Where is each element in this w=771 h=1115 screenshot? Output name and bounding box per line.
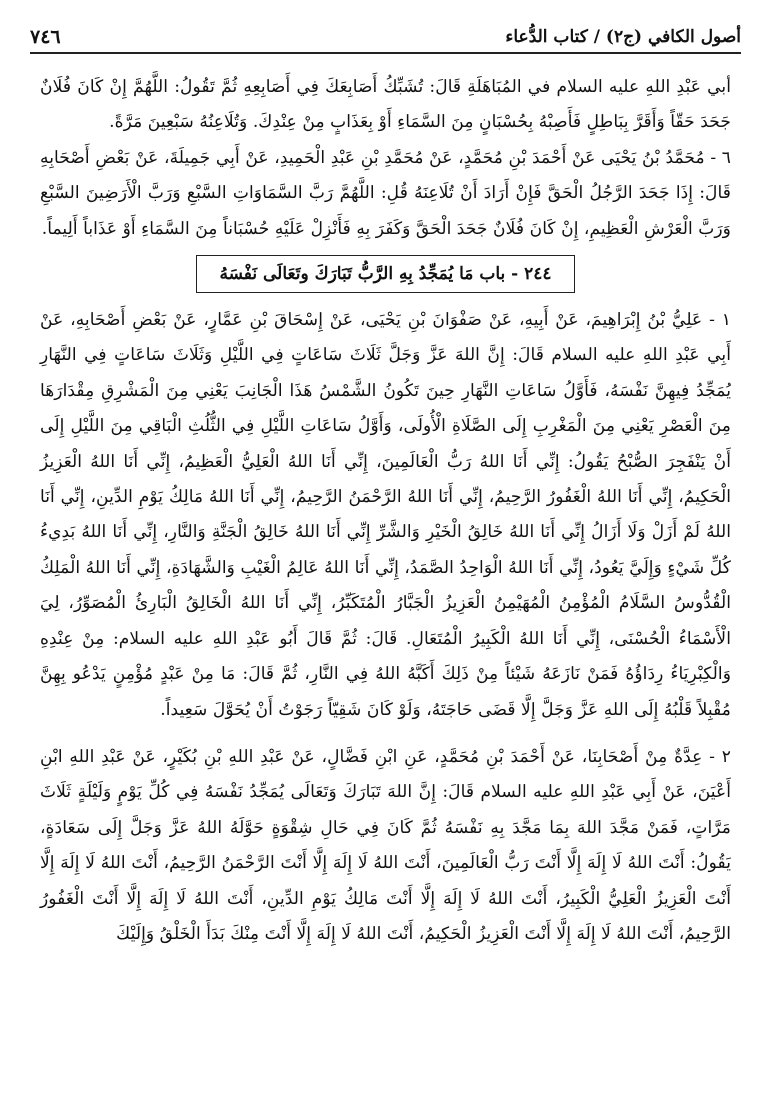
page-body <box>40 70 731 952</box>
chapter-heading-wrap <box>40 255 731 293</box>
hadith-paragraph: أبي عَبْدِ اللهِ عليه السلام في المُبَاهَلَةِ قَالَ: تُشَبِّكُ أَصَابِعَكَ فِي أَصَابِعِهِ ثُمَّ تَقُولُ: اللَّهُمَّ إِنْ كَانَ فُلَانٌ جَحَدَ حَقّاً وَأَقَرَّ بِبَاطِلٍ فَأَصِبْهُ بِحُسْبَانٍ مِنَ السَّمَاءِ أَوْ بِعَذَابٍ مِنْ عِنْدِكَ. وَتُلَاعِنُهُ سَبْعِينَ مَرَّةً. <box>40 77 731 133</box>
header-divider <box>30 52 741 54</box>
hadith-paragraph: ٢ - عِدَّةٌ مِنْ أَصْحَابِنَا، عَنْ أَحْمَدَ بْنِ مُحَمَّدٍ، عَنِ ابْنِ فَضَّالٍ، عَنْ عَبْدِ اللهِ بْنِ بُكَيْرٍ، عَنْ عَبْدِ اللهِ ابْنِ أَعْيَنَ، عَنْ أَبِي عَبْدِ اللهِ عليه السلام قَالَ: إِنَّ اللهَ تَبَارَكَ وَتَعَالَى يُمَجِّدُ نَفْسَهُ فِي كُلِّ يَوْمٍ وَلَيْلَةٍ ثَلَاثَ مَرَّاتٍ، فَمَنْ مَجَّدَ اللهَ بِمَا مَجَّدَ بِهِ نَفْسَهُ ثُمَّ كَانَ فِي حَالِ شِقْوَةٍ حَوَّلَهُ اللهُ عَزَّ وَجَلَّ إِلَى سَعَادَةٍ، يَقُولُ: أَنْتَ اللهُ لَا إِلَهَ إِلَّا أَنْتَ رَبُّ الْعَالَمِينَ، أَنْتَ اللهُ لَا إِلَهَ إِلَّا أَنْتَ الرَّحْمَنُ الرَّحِيمُ، أَنْتَ اللهُ لَا إِلَهَ إِلَّا أَنْتَ الْعَزِيزُ الْعَلِيُّ الْكَبِيرُ، أَنْتَ اللهُ لَا إِلَهَ إِلَّا أَنْتَ مَالِكُ يَوْمِ الدِّينِ، أَنْتَ اللهُ لَا إِلَهَ إِلَّا أَنْتَ الْغَفُورُ الرَّحِيمُ، أَنْتَ اللهُ لَا إِلَهَ إِلَّا أَنْتَ الْعَزِيزُ الْحَكِيمُ، أَنْتَ اللهُ لَا إِلَهَ إِلَّا أَنْتَ مِنْكَ بَدَأَ الْخَلْقُ وَإِلَيْكَ <box>40 746 731 944</box>
chapter-heading: ٢٤٤ - باب مَا يُمَجِّدُ بِهِ الرَّبُّ تَبَارَكَ وتَعَالَى نَفْسَهُ <box>196 255 574 293</box>
hadith-paragraph: ١ - عَلِيُّ بْنُ إِبْرَاهِيمَ، عَنْ أَبِيهِ، عَنْ صَفْوَانَ بْنِ يَحْيَى، عَنْ إِسْحَاقَ بْنِ عَمَّارٍ، عَنْ بَعْضِ أَصْحَابِهِ، عَنْ أَبِي عَبْدِ اللهِ عليه السلام قَالَ: إِنَّ اللهَ عَزَّ وَجَلَّ ثَلَاثَ سَاعَاتٍ فِي اللَّيْلِ وَثَلَاثَ سَاعَاتٍ فِي النَّهَارِ يُمَجِّدُ فِيهِنَّ نَفْسَهُ، فَأَوَّلُ سَاعَاتِ النَّهَارِ حِينَ تَكُونُ الشَّمْسُ هَذَا الْجَانِبَ يَعْنِي مِنَ الْمَشْرِقِ مِقْدَارَهَا مِنَ الْعَصْرِ يَعْنِي مِنَ الْمَغْرِبِ إِلَى الصَّلَاةِ الْأُولَى، وَأَوَّلُ سَاعَاتِ اللَّيْلِ فِي الثُّلُثِ الْبَاقِي مِنَ اللَّيْلِ إِلَى أَنْ يَنْفَجِرَ الصُّبْحُ يَقُولُ: إِنِّي أَنَا اللهُ رَبُّ الْعَالَمِينَ، إِنِّي أَنَا اللهُ الْعَلِيُّ الْعَظِيمُ، إِنِّي أَنَا اللهُ الْعَزِيزُ الْحَكِيمُ، إِنِّي أَنَا اللهُ الْغَفُورُ الرَّحِيمُ، إِنِّي أَنَا اللهُ الرَّحْمَنُ الرَّحِيمُ، إِنِّي أَنَا اللهُ مَالِكُ يَوْمِ الدِّينِ، إِنِّي أَنَا اللهُ لَمْ أَزَلْ وَلَا أَزَالُ إِنِّي أَنَا اللهُ خَالِقُ الْخَيْرِ وَالشَّرِّ إِنِّي أَنَا اللهُ خَالِقُ الْجَنَّةِ وَالنَّارِ، إِنِّي أَنَا اللهُ بَدِيءُ كُلِّ شَيْءٍ وَإِلَيَّ يَعُودُ، إِنِّي أَنَا اللهُ الْوَاحِدُ الصَّمَدُ، إِنِّي أَنَا اللهُ عَالِمُ الْغَيْبِ وَالشَّهَادَةِ، إِنِّي أَنَا اللهُ الْمَلِكُ الْقُدُّوسُ السَّلَامُ الْمُؤْمِنُ الْمُهَيْمِنُ الْعَزِيزُ الْجَبَّارُ الْمُتَكَبِّرُ، إِنِّي أَنَا اللهُ الْخَالِقُ الْبَارِئُ الْمُصَوِّرُ، لِيَ الْأَسْمَاءُ الْحُسْنَى، إِنِّي أَنَا اللهُ الْكَبِيرُ الْمُتَعَالِ. قَالَ: ثُمَّ قَالَ أَبُو عَبْدِ اللهِ عليه السلام: مِنْ عِنْدِهِ وَالْكِبْرِيَاءُ رِدَاؤُهُ فَمَنْ نَازَعَهُ شَيْئاً مِنْ ذَلِكَ أَكَبَّهُ اللهُ فِي النَّارِ، ثُمَّ قَالَ: مَا مِنْ عَبْدٍ مُؤْمِنٍ يَدْعُو بِهِنَّ مُقْبِلاً قَلْبُهُ إِلَى اللهِ عَزَّ وَجَلَّ إِلَّا قَضَى حَاجَتَهُ، وَلَوْ كَانَ شَقِيّاً رَجَوْتُ أَنْ يُحَوَّلَ سَعِيداً. <box>40 310 731 720</box>
running-title: أصول الكافي (ج٢) / كتاب الدُّعاء <box>505 27 741 47</box>
page-header <box>30 22 741 52</box>
page-number: ٧٤٦ <box>30 26 61 48</box>
hadith-paragraph: ٦ - مُحَمَّدُ بْنُ يَحْيَى عَنْ أَحْمَدَ بْنِ مُحَمَّدٍ، عَنْ مُحَمَّدِ بْنِ عَبْدِ الْحَمِيدِ، عَنْ أَبِي جَمِيلَةَ، عَنْ بَعْضِ أَصْحَابِهِ قَالَ: إِذَا جَحَدَ الرَّجُلُ الْحَقَّ فَإِنْ أَرَادَ أَنْ تُلَاعِنَهُ قُلِ: اللَّهُمَّ رَبَّ السَّمَاوَاتِ السَّبْعِ وَرَبَّ الْأَرَضِينَ السَّبْعِ وَرَبَّ الْعَرْشِ الْعَظِيمِ، إِنْ كَانَ فُلَانٌ جَحَدَ الْحَقَّ وَكَفَرَ بِهِ فَأَنْزِلْ عَلَيْهِ حُسْبَاناً مِنَ السَّمَاءِ أَوْ عَذَاباً أَلِيماً. <box>40 147 731 239</box>
